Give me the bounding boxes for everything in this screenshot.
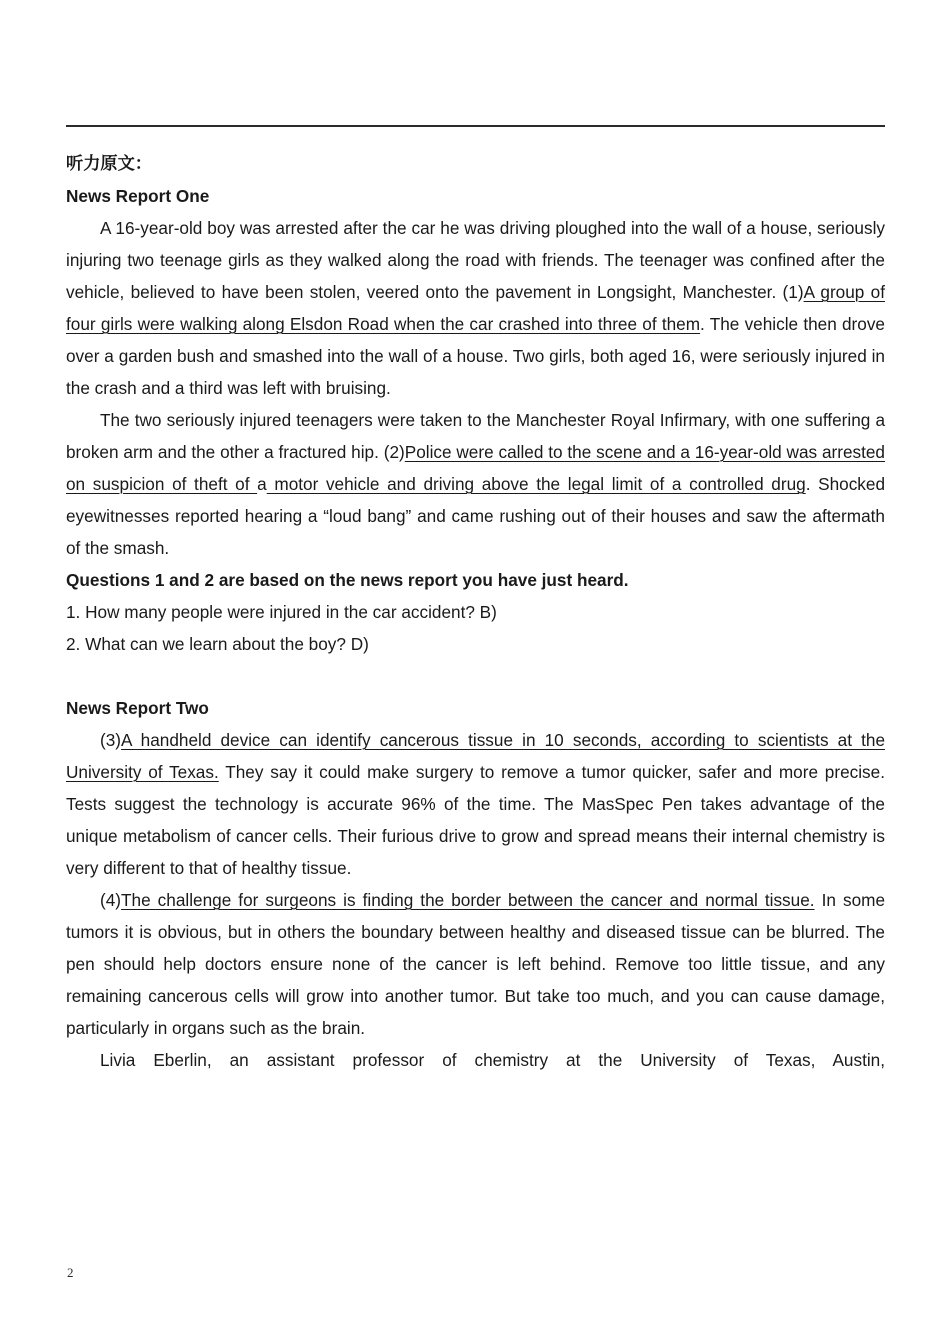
- question-item-2: 2. What can we learn about the boy? D): [66, 634, 369, 654]
- paragraph-tail-text: . Shocked eyewitnesses reported hearing a “loud bang” and came rushing out of their houses and saw the aftermath of the smash.: [66, 474, 886, 558]
- paragraph-tail-text: In some tumors it is obvious, but in others the boundary between healthy and diseased tissue can be blurred. The pen should help doctors ensure none of the cancer is left behind. Remove too little tissue, and any remaining cancerous cells will grow into another tumor. But take too much, and you can cause damage, particularly in organs such as the brain.: [66, 890, 885, 1038]
- answer-marker-1: (1): [782, 282, 804, 302]
- answer-marker-4: (4): [100, 890, 122, 910]
- paragraph-news-report-one-2: [66, 404, 885, 564]
- heading-news-report-one: News Report One: [66, 186, 210, 206]
- page-number: 2: [67, 1265, 74, 1280]
- question-item-1: 1. How many people were injured in the car accident? B): [66, 602, 497, 622]
- section-title-listening-script: 听力原文：: [66, 154, 152, 174]
- answer-underline-1: A group of four girls were walking along Elsdon Road when the car crashed into three of them: [66, 282, 885, 334]
- paragraph-tail-text: They say it could make surgery to remove a tumor quicker, safer and more precise. Tests suggest the technology is accurate 96% of the time. The MasSpec Pen takes advantage of the unique metabolism of cancer cells. Their furious drive to grow and spread means their internal chemistry is very different to that of healthy tissue.: [66, 762, 885, 878]
- answer-underline-3: A handheld device can identify cancerous tissue in 10 seconds, according to scientists at the University of Texas.: [66, 730, 885, 782]
- section-spacer: [66, 660, 885, 692]
- paragraph-news-report-two-3: Livia Eberlin, an assistant professor of chemistry at the University of Texas, Austin,: [100, 1050, 885, 1070]
- answer-underline-2a: Police were called to the scene and a 16-year-old was arrested on suspicion of theft of: [66, 442, 885, 494]
- answer-marker-2: (2): [383, 442, 405, 462]
- answer-marker-3: (3): [100, 730, 122, 750]
- paragraph-lead-text: A 16-year-old boy was arrested after the car he was driving ploughed into the wall of a house, seriously injuring two teenage girls as they walked along the road with friends. The teenager was confined after the vehicle, believed to have been stolen, veered onto the pavement in Longsight, Manchester.: [66, 218, 885, 302]
- heading-news-report-two: News Report Two: [66, 698, 209, 718]
- questions-intro-news-report-one: Questions 1 and 2 are based on the news report you have just heard.: [66, 570, 629, 590]
- paragraph-tail-text: . The vehicle then drove over a garden bush and smashed into the wall of a house. Two girls, both aged 16, were seriously injured in the crash and a third was left with bruising.: [66, 314, 885, 398]
- header-rule: [66, 125, 885, 127]
- paragraph-news-report-one-1: [66, 212, 885, 404]
- answer-underline-gap-word: a: [257, 474, 267, 494]
- paragraph-news-report-two-1: [66, 724, 885, 884]
- paragraph-news-report-two-2: [66, 884, 885, 1044]
- paragraph-lead-text: The two seriously injured teenagers were taken to the Manchester Royal Infirmary, with one suffering a broken arm and the other a fractured hip.: [66, 410, 885, 462]
- document-content: [66, 148, 885, 1108]
- answer-underline-4: The challenge for surgeons is finding the border between the cancer and normal tissue.: [121, 890, 815, 910]
- answer-underline-2b: motor vehicle and driving above the legal limit of a controlled drug: [266, 474, 806, 494]
